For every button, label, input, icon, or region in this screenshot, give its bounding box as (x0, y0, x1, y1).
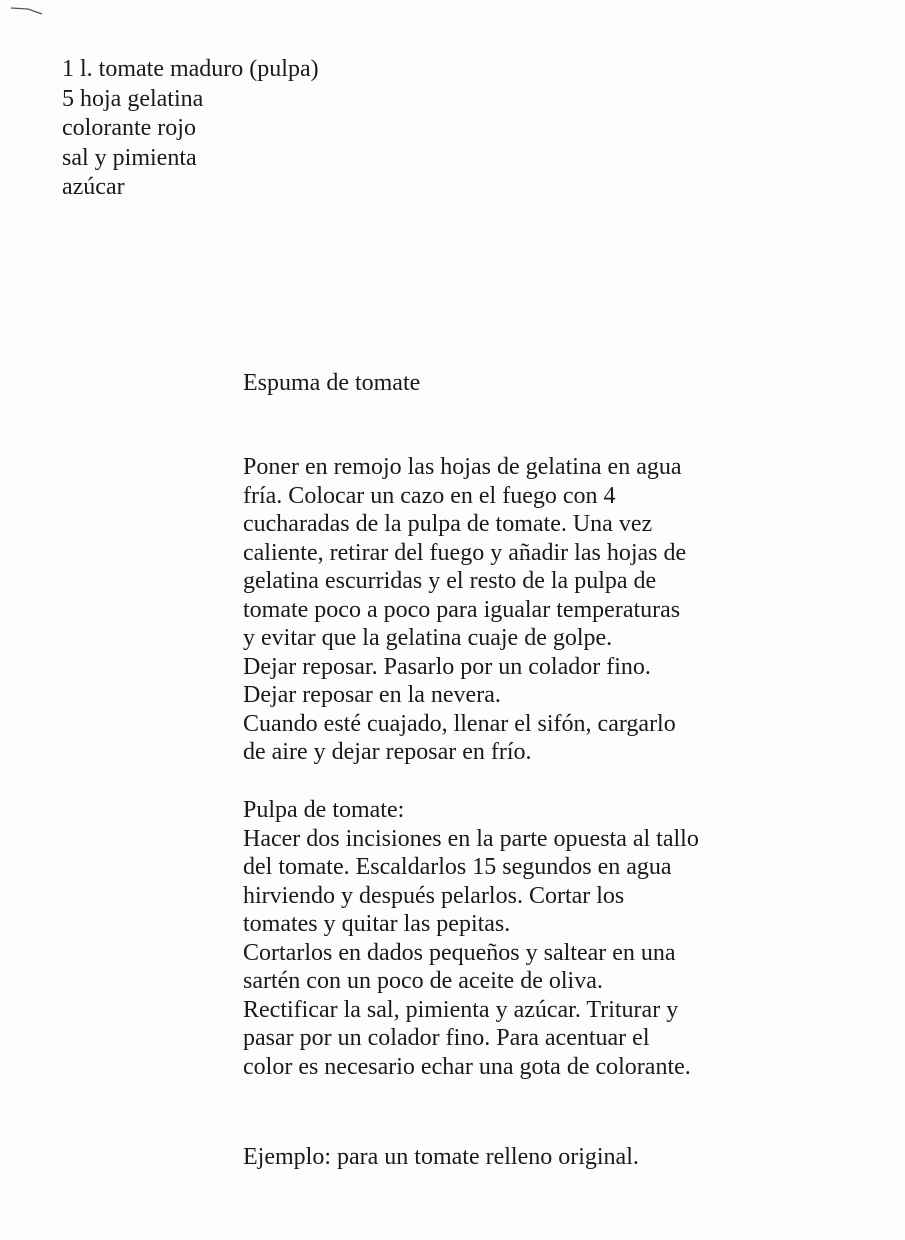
ingredient-item: colorante rojo (62, 115, 196, 141)
ingredient-item: 5 hoja gelatina (62, 85, 204, 112)
procedure-line: caliente, retirar del fuego y añadir las hojas de (243, 539, 687, 566)
procedure-line: de aire y dejar reposar en frío. (243, 739, 532, 765)
procedure-line: Dejar reposar. Pasarlo por un colador fino. (243, 653, 651, 680)
procedure-line: gelatina escurridas y el resto de la pulpa de (243, 568, 657, 594)
pulp-line: Cortarlos en dados pequeños y saltear en una (243, 939, 676, 966)
pulp-line: hirviendo y después pelarlos. Cortar los (243, 882, 625, 909)
procedure-line: fría. Colocar un cazo en el fuego con 4 (243, 482, 616, 509)
procedure-paragraph (243, 453, 686, 767)
procedure-line: cucharadas de la pulpa de tomate. Una vez (243, 511, 653, 537)
pulp-line: del tomate. Escaldarlos 15 segundos en agua (243, 854, 672, 880)
ingredient-list (62, 55, 319, 203)
procedure-line: tomate poco a poco para igualar temperaturas (243, 596, 681, 623)
pulp-line: sartén con un poco de aceite de oliva. (243, 968, 603, 994)
procedure-line: y evitar que la gelatina cuaje de golpe. (243, 625, 613, 651)
pulp-line: pasar por un colador fino. Para acentuar el (243, 1025, 650, 1051)
pulp-line: tomates y quitar las pepitas. (243, 911, 511, 937)
ingredient-item: 1 l. tomate maduro (pulpa) (62, 56, 319, 82)
scan-artifact-mark (10, 6, 44, 16)
pulp-heading: Pulpa de tomate: (243, 797, 405, 823)
pulp-section (243, 796, 699, 1081)
example-note: Ejemplo: para un tomate relleno original. (243, 1144, 639, 1170)
procedure-line: Dejar reposar en la nevera. (243, 682, 501, 708)
procedure-line: Poner en remojo las hojas de gelatina en agua (243, 454, 682, 480)
ingredient-item: sal y pimienta (62, 144, 197, 171)
pulp-line: Hacer dos incisiones en la parte opuesta al tallo (243, 825, 699, 852)
ingredient-item: azúcar (62, 174, 125, 200)
recipe-title: Espuma de tomate (243, 370, 421, 396)
pulp-line: color es necesario echar una gota de colorante. (243, 1053, 691, 1080)
pulp-line: Rectificar la sal, pimienta y azúcar. Triturar y (243, 996, 679, 1023)
procedure-line: Cuando esté cuajado, llenar el sifón, cargarlo (243, 710, 676, 737)
